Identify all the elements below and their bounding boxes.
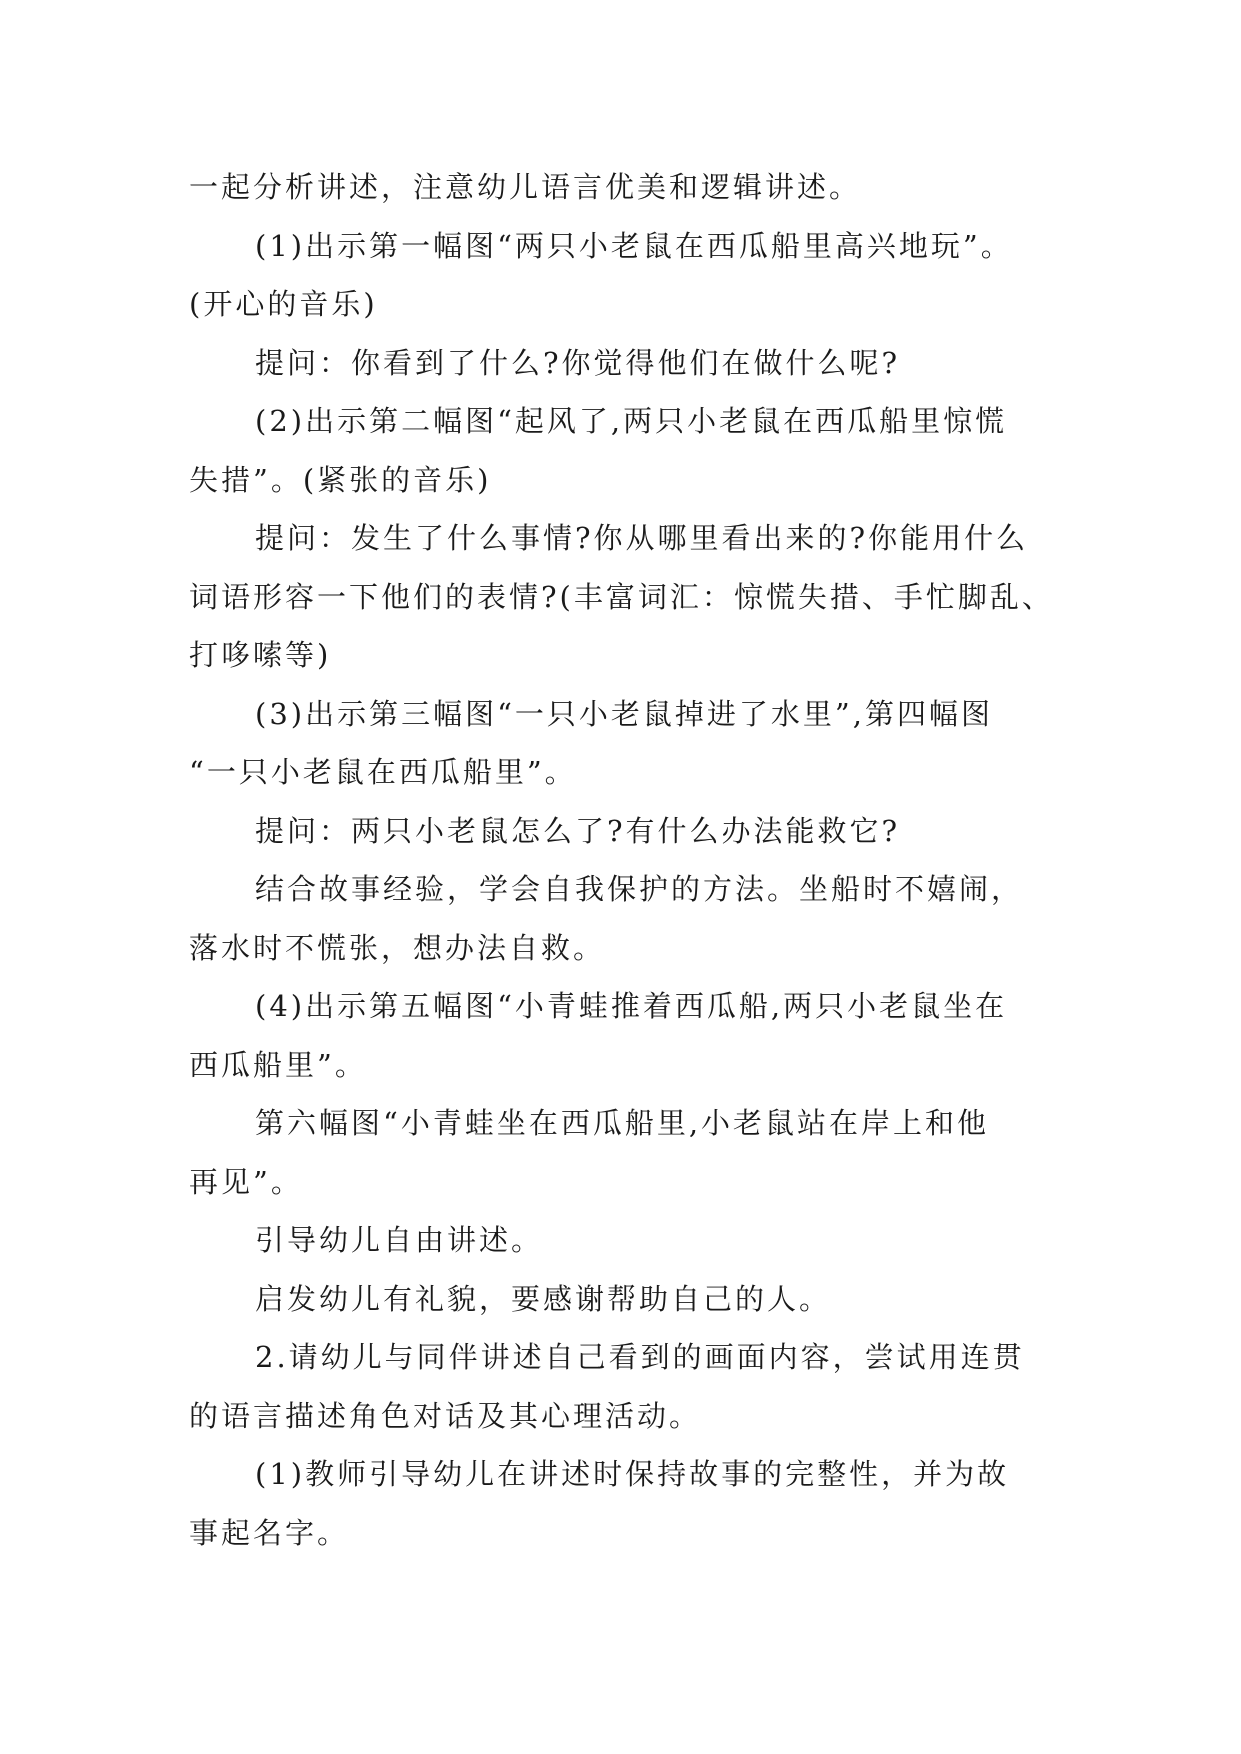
paragraph-line: 引导幼儿自由讲述。 (255, 1223, 544, 1257)
paragraph-line: (2)出示第二幅图“起风了,两只小老鼠在西瓜船里惊慌 (255, 404, 1008, 438)
paragraph-line: 启发幼儿有礼貌，要感谢帮助自己的人。 (255, 1281, 832, 1316)
paragraph-line: 结合故事经验，学会自我保护的方法。坐船时不嬉闹， (255, 872, 1024, 906)
paragraph (189, 685, 1061, 802)
paragraph-line: 落水时不慌张，想办法自救。 (189, 930, 606, 965)
paragraph-line: (开心的音乐) (189, 287, 378, 321)
paragraph (189, 217, 1061, 334)
paragraph-line: 再见”。 (189, 1164, 303, 1199)
paragraph-line: 提问：你看到了什么?你觉得他们在做什么呢? (255, 345, 901, 380)
paragraph (189, 860, 1061, 977)
paragraph-line: (1)出示第一幅图“两只小老鼠在西瓜船里高兴地玩”。 (255, 228, 1013, 263)
paragraph-line: 一起分析讲述，注意幼儿语言优美和逻辑讲述。 (189, 170, 862, 204)
paragraph-line: (1)教师引导幼儿在讲述时保持故事的完整性，并为故 (255, 1457, 1010, 1491)
paragraph (189, 1211, 1061, 1270)
paragraph (189, 392, 1061, 509)
paragraph (189, 1094, 1061, 1211)
paragraph-line: (3)出示第三幅图“一只小老鼠掉进了水里”,第四幅图 (255, 696, 993, 731)
paragraph-line: 提问：发生了什么事情?你从哪里看出来的?你能用什么 (255, 521, 1029, 555)
paragraph-line: 提问：两只小老鼠怎么了?有什么办法能救它? (255, 813, 901, 848)
document-body (189, 158, 1061, 1562)
paragraph-line: (4)出示第五幅图“小青蛙推着西瓜船,两只小老鼠坐在 (255, 989, 1008, 1023)
paragraph (189, 1328, 1061, 1445)
paragraph-line: 打哆嗦等) (189, 638, 332, 672)
paragraph (189, 334, 1061, 393)
paragraph (189, 509, 1061, 685)
paragraph (189, 1445, 1061, 1562)
paragraph-line: 的语言描述角色对话及其心理活动。 (189, 1398, 702, 1433)
paragraph-line: 西瓜船里”。 (189, 1047, 367, 1082)
paragraph (189, 158, 1061, 217)
paragraph (189, 802, 1061, 861)
paragraph-line: 失措”。(紧张的音乐) (189, 462, 492, 497)
paragraph (189, 977, 1061, 1094)
paragraph-line: “一只小老鼠在西瓜船里”。 (189, 755, 577, 789)
paragraph-line: 事起名字。 (189, 1515, 350, 1550)
paragraph-line: 第六幅图“小青蛙坐在西瓜船里,小老鼠站在岸上和他 (255, 1106, 990, 1140)
paragraph-line: 词语形容一下他们的表情?(丰富词汇：惊慌失措、手忙脚乱、 (189, 579, 1054, 614)
paragraph-line: 2.请幼儿与同伴讲述自己看到的画面内容，尝试用连贯 (255, 1340, 1025, 1374)
paragraph (189, 1270, 1061, 1329)
